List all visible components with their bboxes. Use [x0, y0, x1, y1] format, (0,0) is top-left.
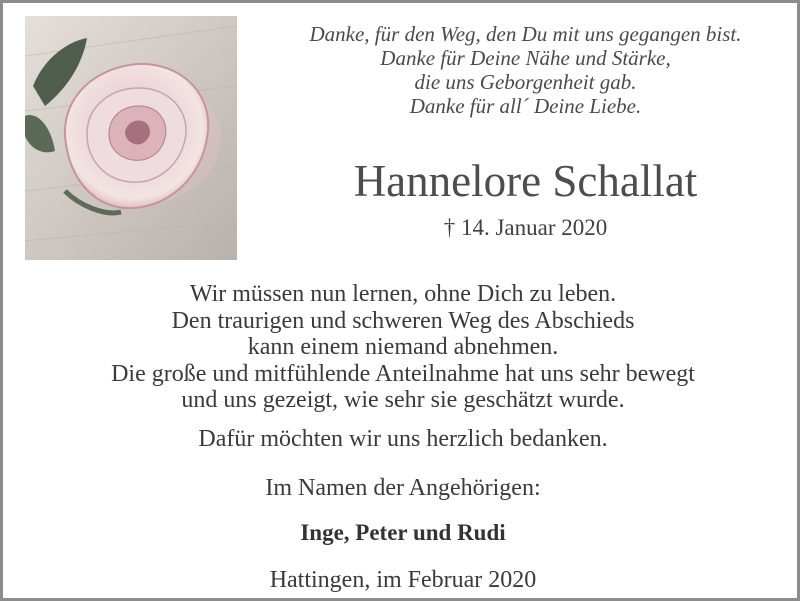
signatories: Inge, Peter und Rudi [300, 520, 506, 545]
message-line: Wir müssen nun lernen, ohne Dich zu leben. [189, 281, 617, 307]
poem-line: Danke für Deine Nähe und Stärke, [380, 46, 671, 70]
message [3, 281, 800, 414]
thanks-line: Dafür möchten wir uns herzlich bedanken. [198, 426, 608, 452]
death-date: † 14. Januar 2020 [443, 215, 608, 240]
poem-line: Danke, für den Weg, den Du mit uns gegangen bist. [309, 22, 742, 46]
deceased-name: Hannelore Schallat [353, 156, 698, 206]
poem [253, 22, 798, 118]
message-line: Den traurigen und schweren Weg des Abschieds [171, 307, 635, 334]
poem-line: Danke für all´ Deine Liebe. [409, 94, 642, 118]
place-date: Hattingen, im Februar 2020 [269, 567, 537, 593]
message-line: Die große und mitfühlende Anteilnahme hat uns sehr bewegt [111, 360, 695, 387]
message-line: und uns gezeigt, wie sehr sie geschätzt wurde. [181, 387, 625, 413]
rose-photo [25, 16, 237, 260]
poem-line: die uns Geborgenheit gab. [414, 70, 637, 94]
behalf-line: Im Namen der Angehörigen: [265, 475, 541, 501]
message-line: kann einem niemand abnehmen. [247, 334, 559, 360]
rose-image [25, 16, 237, 260]
